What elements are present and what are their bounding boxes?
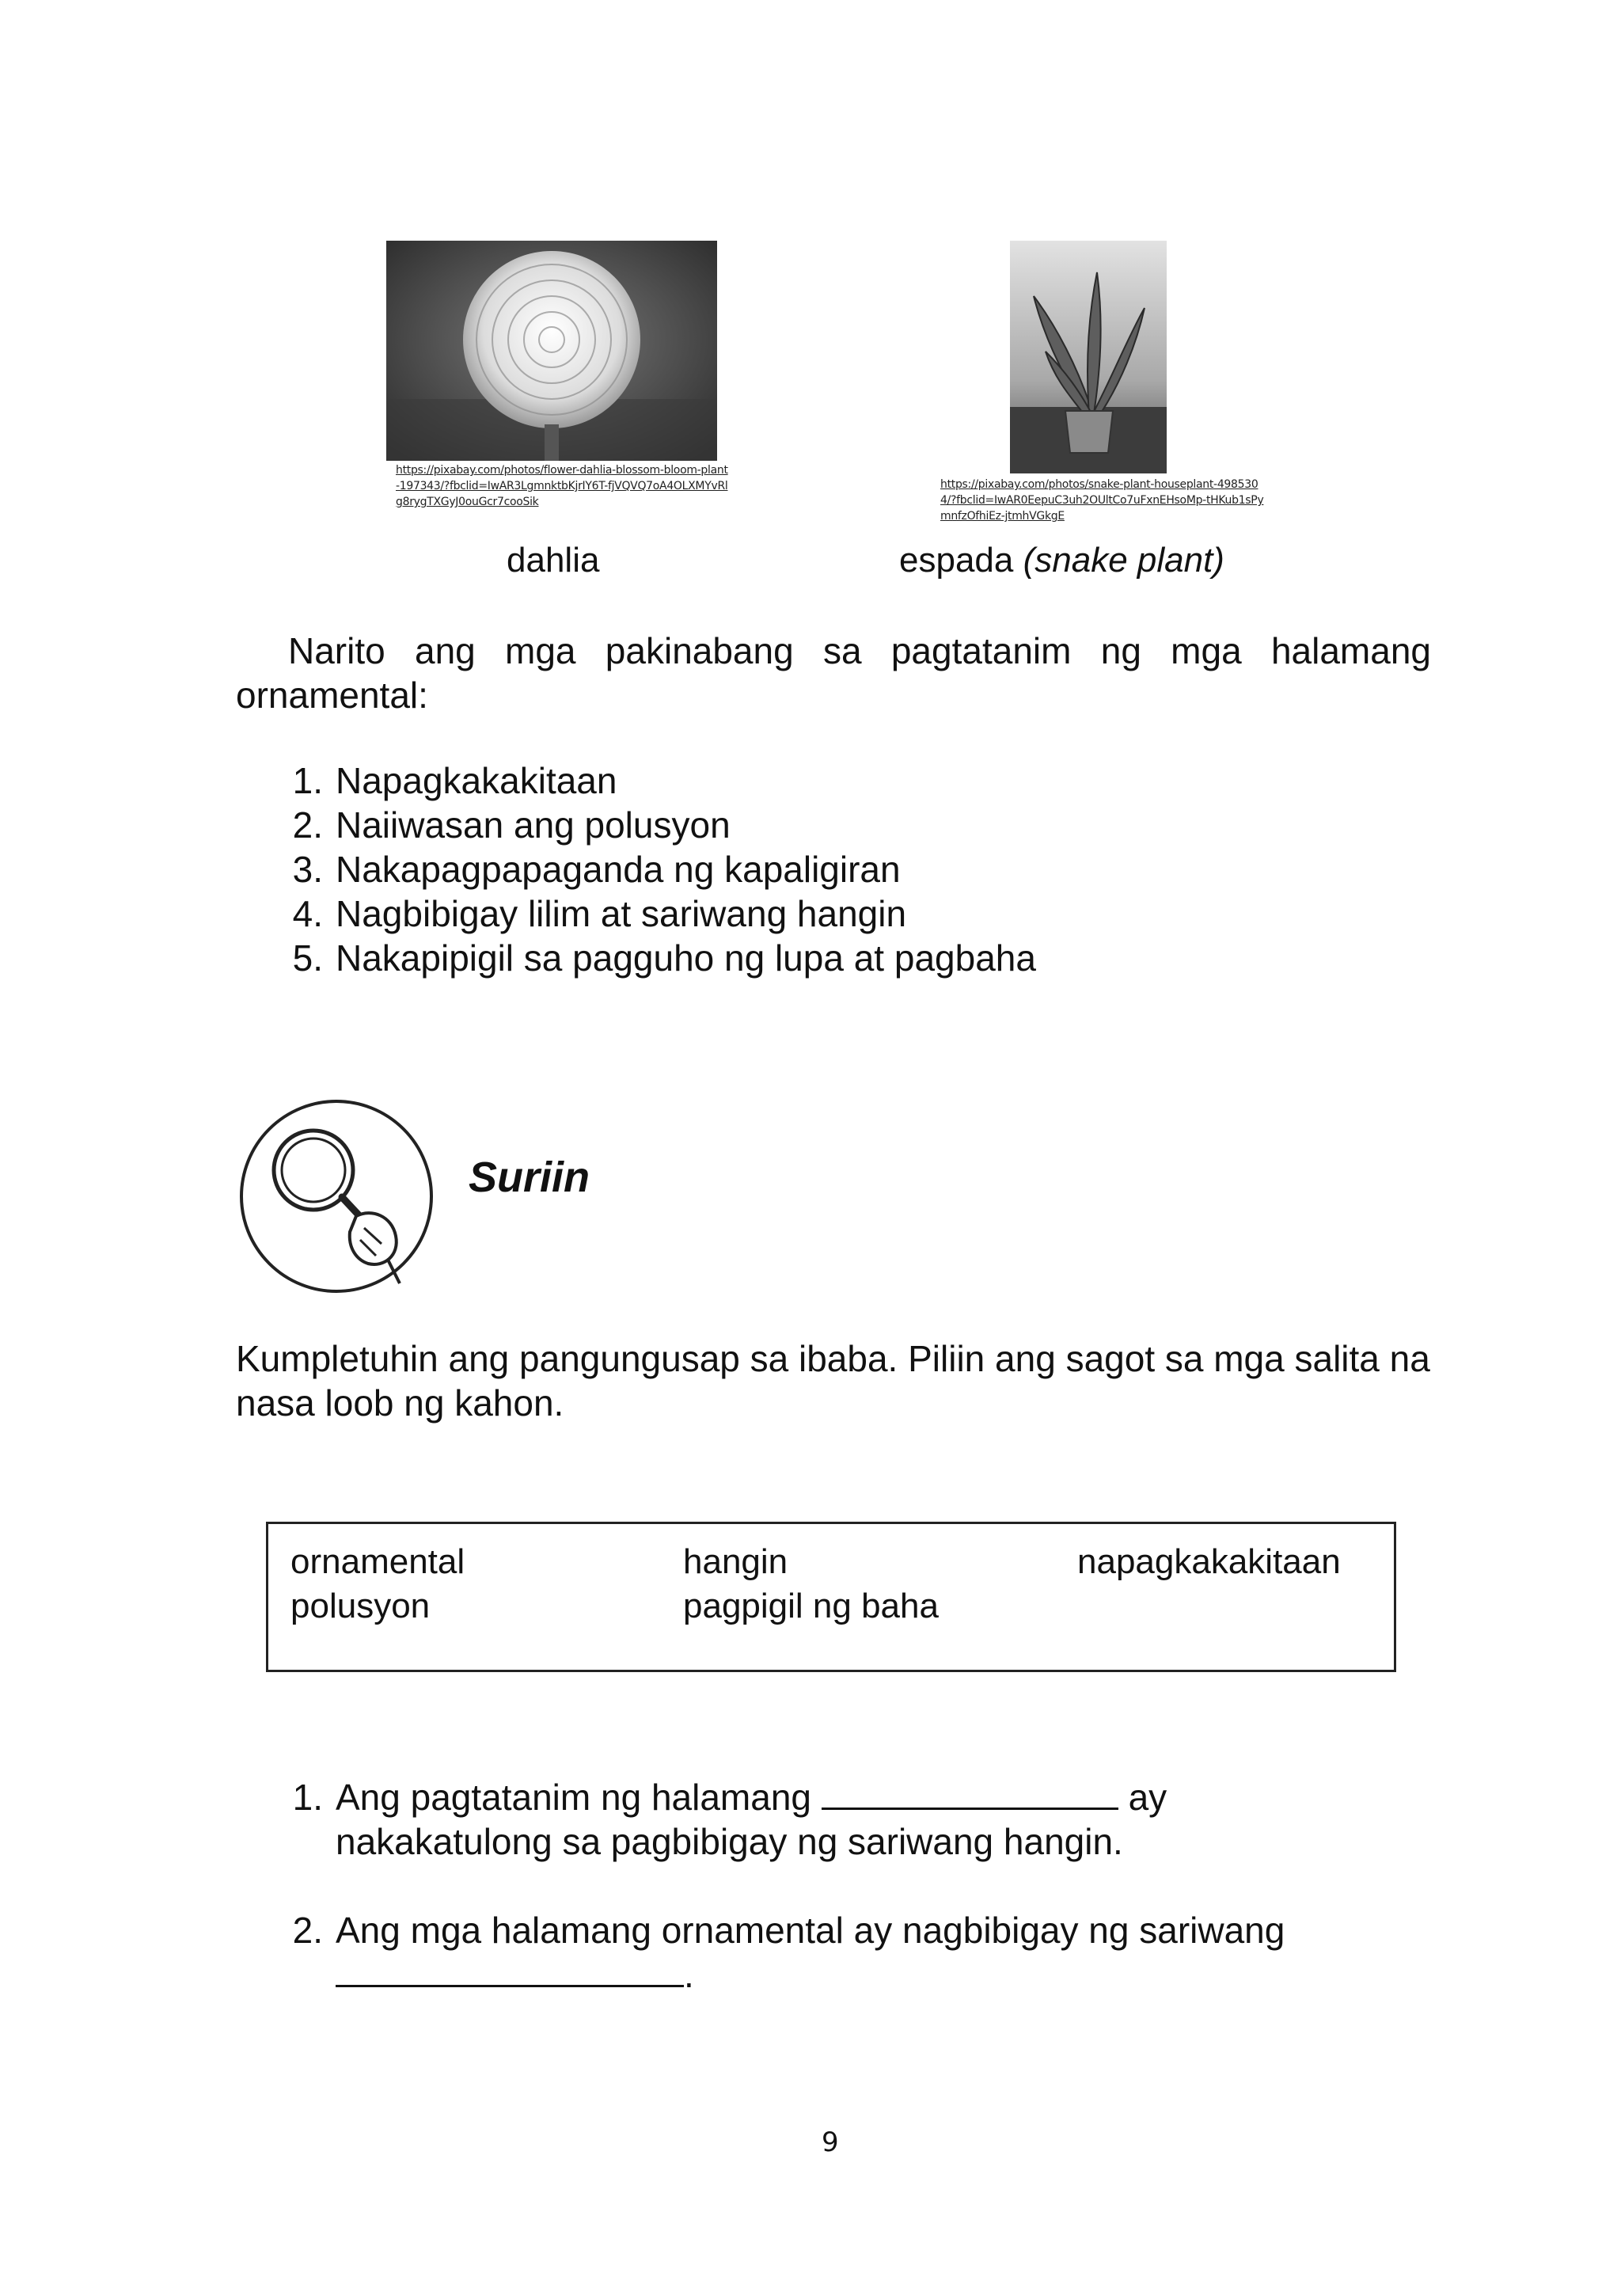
dahlia-caption: dahlia (507, 541, 600, 580)
question-2 (292, 1908, 1444, 1997)
magnifying-glass-icon (237, 1097, 435, 1295)
word-choice: napagkakakitaan (1077, 1542, 1341, 1581)
list-item-number: 3. (292, 849, 323, 890)
list-item (292, 891, 1036, 936)
snake-plant-caption (899, 540, 1224, 581)
snake-plant-caption-italic: (snake plant) (1023, 541, 1224, 580)
answer-blank[interactable] (336, 1953, 684, 1987)
question-text: Ang mga halamang ornamental ay nagbibigay ng sariwang (336, 1910, 1285, 1951)
word-choice: polusyon (290, 1587, 431, 1625)
intro-paragraph (236, 629, 1431, 717)
list-item (292, 803, 1036, 847)
word-choice: pagpigil ng baha (683, 1587, 939, 1625)
question-text: ay (1128, 1777, 1167, 1818)
word-choice: ornamental (290, 1542, 465, 1581)
benefits-list (292, 758, 1036, 980)
list-item-text: Nakapipigil sa pagguho ng lupa at pagbaha (336, 937, 1036, 979)
list-item-text: Napagkakakitaan (336, 760, 617, 801)
word-choice: hangin (683, 1542, 788, 1581)
question-text: . (684, 1954, 694, 1995)
question-1 (292, 1775, 1444, 1864)
dahlia-photo (386, 241, 717, 461)
list-item-number: 2. (292, 804, 323, 846)
list-item-text: Nagbibigay lilim at sariwang hangin (336, 893, 907, 934)
list-item (292, 758, 1036, 803)
question-text: Ang pagtatanim ng halamang (336, 1777, 811, 1818)
snake-plant-photo (1010, 241, 1167, 473)
question-number: 1. (292, 1777, 323, 1818)
page-number: 9 (822, 2127, 839, 2158)
list-item-number: 4. (292, 893, 323, 934)
list-item-number: 1. (292, 760, 323, 801)
question-number: 2. (292, 1910, 323, 1951)
answer-blank[interactable] (822, 1776, 1118, 1810)
list-item-number: 5. (292, 937, 323, 979)
list-item-text: Nakapagpapaganda ng kapaligiran (336, 849, 901, 890)
dahlia-image-credit[interactable]: https://pixabay.com/photos/flower-dahlia-blossom-bloom-plant-197343/?fbclid=IwAR3LgmnktbKjrIY6T-fjVQVQ7oA4OLXMYvRlg8rygTXGyJ0ouGcr7cooSik (396, 464, 728, 508)
question-text: nakakatulong sa pagbibigay ng sariwang hangin. (336, 1821, 1123, 1862)
snake-plant-caption-main: espada (899, 541, 1014, 580)
intro-text: Narito ang mga pakinabang sa pagtatanim ng mga halamang ornamental: (236, 630, 1431, 716)
list-item (292, 936, 1036, 980)
word-choice-box (266, 1522, 1396, 1672)
instructions-paragraph: Kumpletuhin ang pangungusap sa ibaba. Piliin ang sagot sa mga salita na nasa loob ng kahon. (236, 1338, 1430, 1424)
section-heading: Suriin (469, 1154, 590, 1201)
list-item (292, 847, 1036, 891)
list-item-text: Naiiwasan ang polusyon (336, 804, 731, 846)
snake-plant-image-credit[interactable]: https://pixabay.com/photos/snake-plant-houseplant-4985304/?fbclid=IwAR0EepuC3uh2OUltCo7uFxnEHsoMp-tHKub1sPymnfzOfhiEz-jtmhVGkgE (940, 478, 1264, 523)
